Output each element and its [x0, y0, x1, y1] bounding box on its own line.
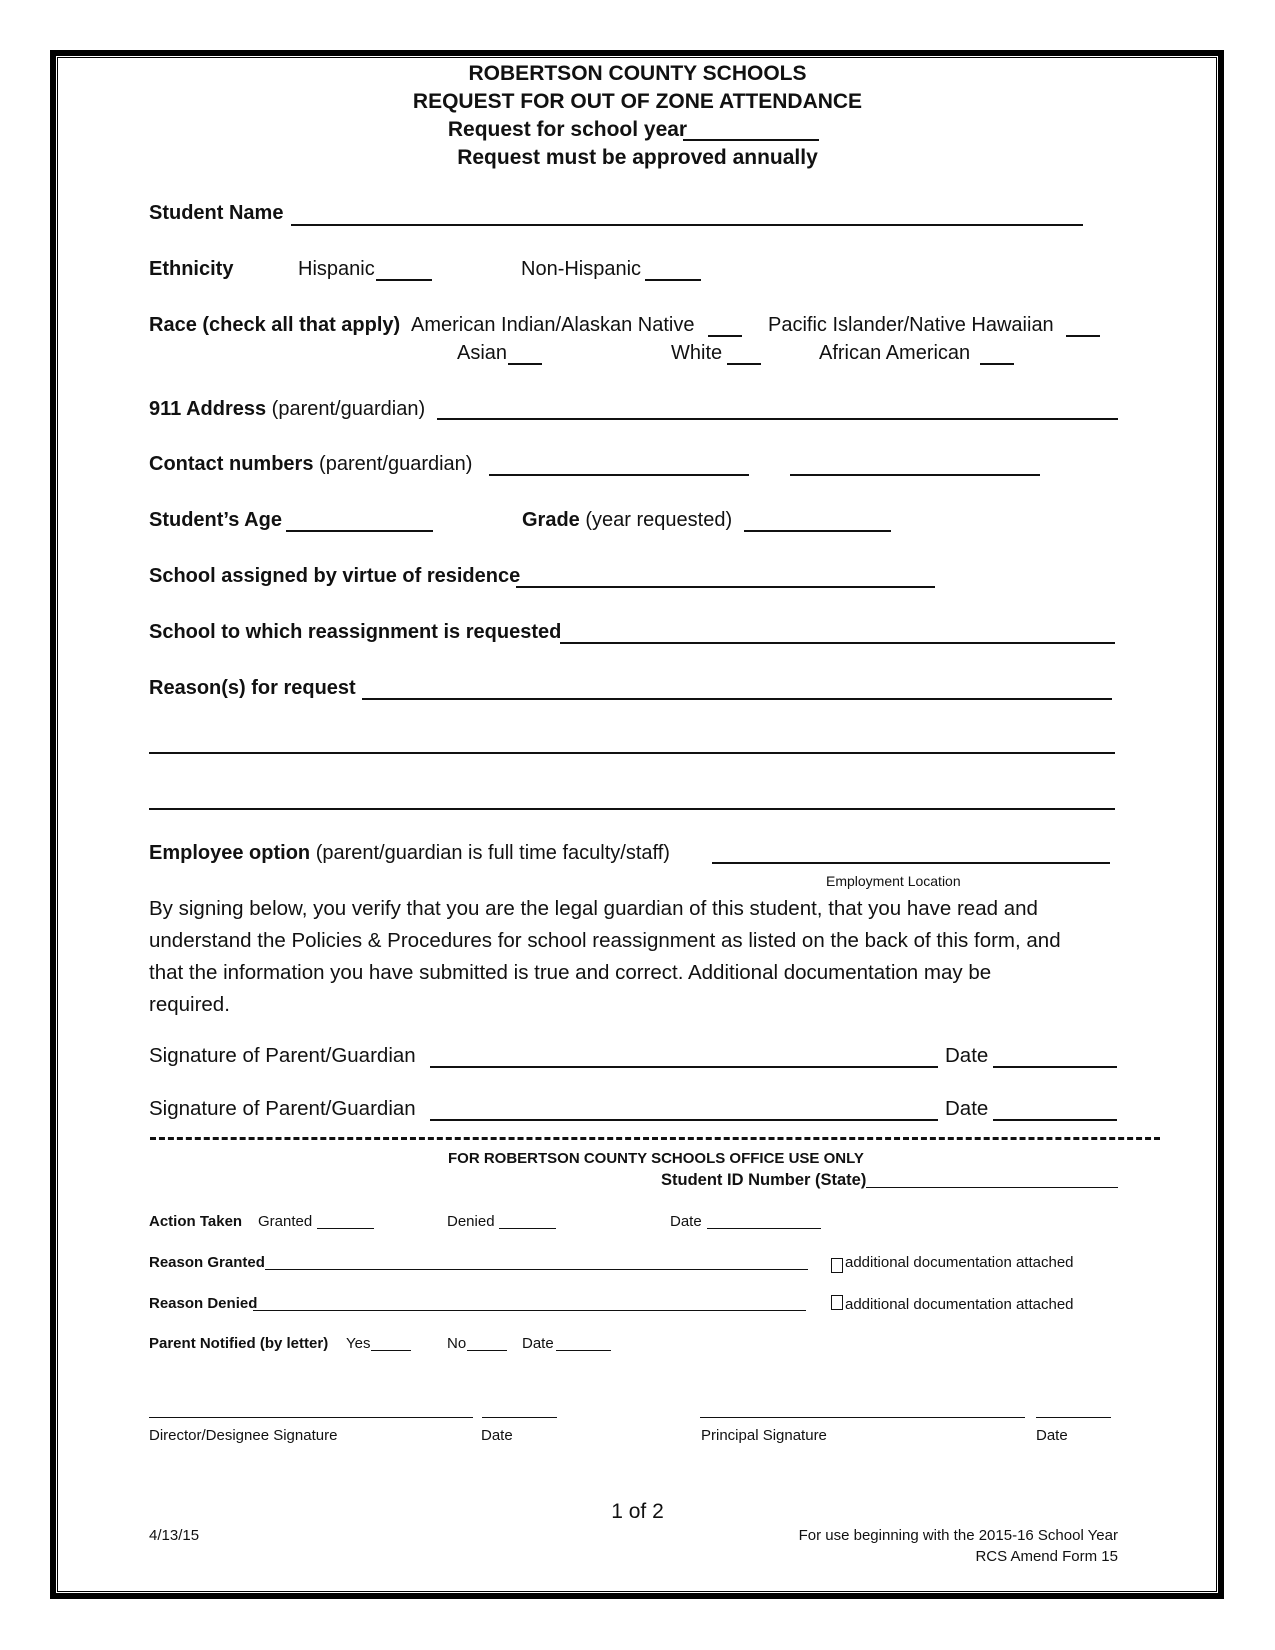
- reason-denied-label: Reason Denied: [149, 1295, 258, 1312]
- reason-granted-label: Reason Granted: [149, 1254, 265, 1271]
- student-name-label: Student Name: [149, 202, 284, 224]
- notified-yes-label: Yes: [346, 1335, 371, 1352]
- additional-docs-label-denied: additional documentation attached: [845, 1296, 1074, 1313]
- parent-signature-field-2[interactable]: [430, 1119, 938, 1121]
- director-date-caption: Date: [481, 1427, 513, 1444]
- employee-option-bold: Employee option: [149, 842, 311, 864]
- age-label: Student’s Age: [149, 509, 282, 531]
- parent-signature-label-1: Signature of Parent/Guardian: [149, 1044, 416, 1067]
- contact-number-field-1[interactable]: [489, 474, 749, 476]
- race-option-pacific-islander: Pacific Islander/Native Hawaiian: [768, 314, 1054, 336]
- employee-option-rest: (parent/guardian is full time faculty/staff): [315, 842, 670, 864]
- parent-notified-label: Parent Notified (by letter): [149, 1335, 329, 1352]
- reason-denied-field[interactable]: [253, 1310, 806, 1311]
- granted-field[interactable]: [317, 1228, 374, 1229]
- principal-signature-caption: Principal Signature: [701, 1427, 827, 1444]
- additional-docs-checkbox-granted[interactable]: [831, 1258, 843, 1273]
- grade-label-rest: (year requested): [585, 509, 733, 531]
- race-option-african-american: African American: [819, 342, 971, 364]
- denied-label: Denied: [447, 1213, 495, 1230]
- notified-no-label: No: [447, 1335, 467, 1352]
- additional-docs-label-granted: additional documentation attached: [845, 1254, 1074, 1271]
- race-option-asian: Asian: [457, 342, 508, 364]
- employee-option-label: [149, 842, 670, 865]
- notified-yes-field[interactable]: [371, 1350, 411, 1351]
- notified-date-label: Date: [522, 1335, 554, 1352]
- address-label-rest: (parent/guardian): [271, 398, 426, 420]
- grade-label-bold: Grade: [522, 509, 580, 531]
- parent-signature-label-2: Signature of Parent/Guardian: [149, 1097, 416, 1120]
- race-field-american-indian[interactable]: [708, 335, 742, 337]
- employment-location-field[interactable]: [712, 862, 1110, 864]
- additional-docs-checkbox-denied[interactable]: [831, 1295, 843, 1310]
- contact-label-rest: (parent/guardian): [319, 453, 473, 475]
- race-field-asian[interactable]: [508, 363, 542, 365]
- action-taken-label: Action Taken: [149, 1213, 243, 1230]
- non-hispanic-field[interactable]: [645, 279, 701, 281]
- race-option-white: White: [671, 342, 723, 364]
- contact-label-bold: Contact numbers: [149, 453, 314, 475]
- denied-field[interactable]: [499, 1228, 556, 1229]
- grade-label: [522, 509, 732, 532]
- student-name-field[interactable]: [291, 224, 1083, 226]
- school-year-row: [0, 118, 1275, 142]
- form-title: REQUEST FOR OUT OF ZONE ATTENDANCE: [412, 90, 863, 113]
- form-id: RCS Amend Form 15: [975, 1548, 1118, 1565]
- hispanic-field[interactable]: [376, 279, 432, 281]
- action-date-label: Date: [670, 1213, 702, 1230]
- principal-date-caption: Date: [1036, 1427, 1068, 1444]
- school-assigned-field[interactable]: [516, 586, 935, 588]
- race-field-white[interactable]: [727, 363, 761, 365]
- org-title: ROBERTSON COUNTY SCHOOLS: [468, 62, 807, 85]
- parent-signature-date-field-2[interactable]: [993, 1119, 1117, 1121]
- parent-signature-field-1[interactable]: [430, 1066, 938, 1068]
- student-id-field[interactable]: [866, 1187, 1118, 1188]
- hispanic-label: Hispanic: [298, 258, 375, 280]
- parent-signature-date-label-2: Date: [945, 1097, 989, 1120]
- race-field-pacific-islander[interactable]: [1066, 335, 1100, 337]
- contact-number-field-2[interactable]: [790, 474, 1040, 476]
- page-number: 1 of 2: [611, 1500, 664, 1523]
- agreement-line: required.: [149, 993, 230, 1016]
- contact-label: [149, 453, 472, 476]
- address-field[interactable]: [437, 418, 1118, 420]
- reasons-label: Reason(s) for request: [149, 677, 356, 699]
- annual-note: Request must be approved annually: [457, 146, 818, 169]
- race-label: Race (check all that apply): [149, 314, 401, 336]
- revision-date: 4/13/15: [149, 1527, 200, 1544]
- parent-signature-date-label-1: Date: [945, 1044, 989, 1067]
- director-date-field[interactable]: [482, 1417, 557, 1418]
- agreement-line: understand the Policies & Procedures for school reassignment as listed on the back of this form, and: [149, 929, 1061, 952]
- principal-date-field[interactable]: [1036, 1417, 1111, 1418]
- page-border-inner: [57, 57, 1217, 1592]
- director-signature-caption: Director/Designee Signature: [149, 1427, 338, 1444]
- parent-signature-date-field-1[interactable]: [993, 1066, 1117, 1068]
- reasons-field-3[interactable]: [149, 808, 1115, 810]
- agreement-line: that the information you have submitted is true and correct. Additional documentation may be: [149, 961, 992, 984]
- age-field[interactable]: [286, 530, 433, 532]
- student-id-label: Student ID Number (State): [661, 1171, 867, 1189]
- notified-date-field[interactable]: [556, 1350, 611, 1351]
- cut-line-divider: [150, 1137, 1160, 1140]
- granted-label: Granted: [258, 1213, 313, 1230]
- address-label: [149, 398, 425, 421]
- employment-location-caption: Employment Location: [826, 873, 961, 889]
- school-requested-field[interactable]: [560, 642, 1115, 644]
- director-signature-field[interactable]: [149, 1417, 473, 1418]
- agreement-line: By signing below, you verify that you are the legal guardian of this student, that you have read and: [149, 897, 1038, 920]
- notified-no-field[interactable]: [467, 1350, 507, 1351]
- reasons-field-1[interactable]: [362, 698, 1112, 700]
- school-requested-label: School to which reassignment is requested: [149, 621, 562, 643]
- principal-signature-field[interactable]: [700, 1417, 1025, 1418]
- ethnicity-label: Ethnicity: [149, 258, 234, 280]
- use-note: For use beginning with the 2015-16 School Year: [798, 1527, 1118, 1544]
- school-year-label: Request for school year: [447, 118, 688, 141]
- reasons-field-2[interactable]: [149, 752, 1115, 754]
- agreement-paragraph: [149, 893, 1109, 1021]
- school-year-field[interactable]: [683, 139, 819, 141]
- reason-granted-field[interactable]: [265, 1269, 808, 1270]
- address-label-bold: 911 Address: [149, 398, 267, 420]
- non-hispanic-label: Non-Hispanic: [521, 258, 642, 280]
- office-use-heading: FOR ROBERTSON COUNTY SCHOOLS OFFICE USE ONLY: [448, 1150, 864, 1167]
- grade-field[interactable]: [744, 530, 891, 532]
- action-date-field[interactable]: [707, 1228, 821, 1229]
- race-option-american-indian: American Indian/Alaskan Native: [411, 314, 695, 336]
- race-field-african-american[interactable]: [980, 363, 1014, 365]
- school-assigned-label: School assigned by virtue of residence: [149, 565, 521, 587]
